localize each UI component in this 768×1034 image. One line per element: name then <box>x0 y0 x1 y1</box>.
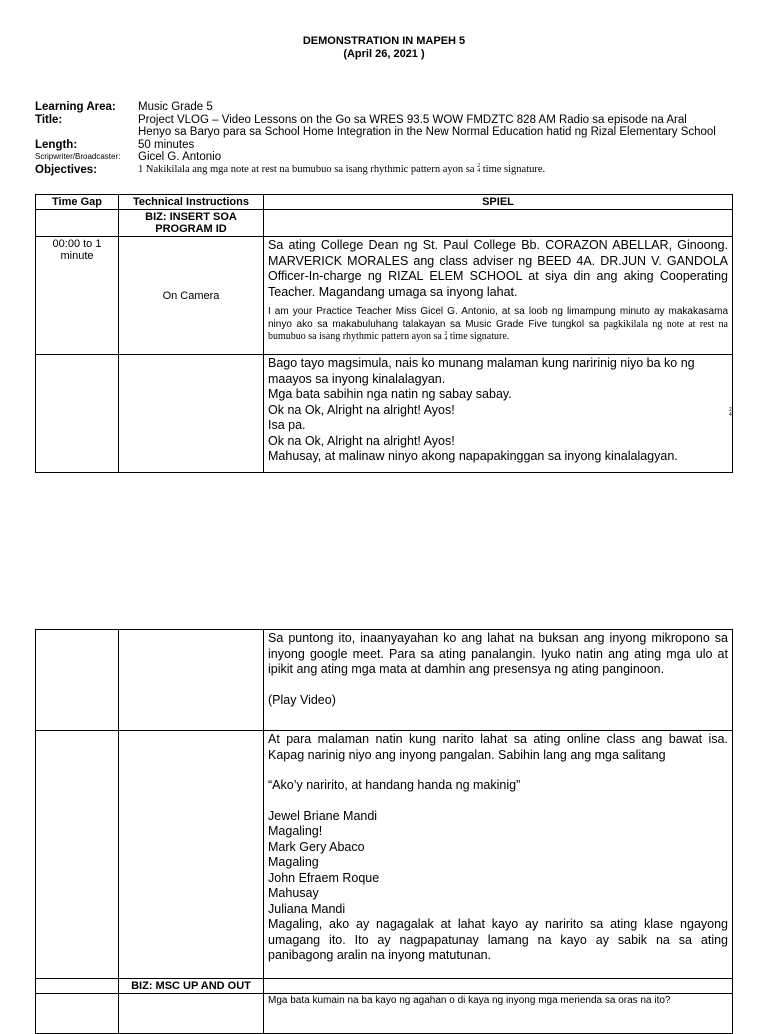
objectives-text-end: time signature. <box>482 163 546 175</box>
time-signature-fraction: 2 4 <box>477 163 481 175</box>
table-row <box>36 355 733 473</box>
spiel-introduction: I am your Practice Teacher Miss Gicel G. Antonio, at sa loob ng limampung minuto ay makakasama ninyo ako sa makabuluhang talakayan sa Music Grade Five tungkol sa pagkikilala ng note at rest na bumubuo sa isang rhythmic pattern ayon sa 2 4 time signature. <box>268 306 728 342</box>
scriptwriter-label: Scripwriter/Broadcaster: <box>35 152 121 161</box>
learning-area-value: Music Grade 5 <box>138 101 213 113</box>
lesson-info <box>35 101 735 176</box>
spiel-attendance-quote: “Ako’y naririto, at handang handa ng makinig” <box>268 778 521 792</box>
table-header-row <box>36 195 733 210</box>
header-time-gap: Time Gap <box>36 195 119 210</box>
objectives-text: 1 Nakikilala ang mga note at rest na bumubuo sa isang rhythmic pattern ayon sa <box>138 163 475 175</box>
spiel-prayer: Sa puntong ito, inaanyayahan ko ang lahat na buksan ang inyong mikropono sa inyong google meet. Para sa ating panalangin. Iyuko natin ang ating mga ulo at ipikit ang ating mga mata at damhin ang presensya ng ating panginoon. <box>268 631 728 676</box>
table-row <box>36 237 733 355</box>
list-item: Magaling! <box>268 824 323 838</box>
table-row <box>36 210 733 237</box>
time-gap-cell: 00:00 to 1 minute <box>36 237 119 355</box>
spiel-play-video: (Play Video) <box>268 692 336 707</box>
objectives-value <box>138 164 735 177</box>
header-technical-instructions: Technical Instructions <box>119 195 264 210</box>
spiel-cell <box>264 630 733 731</box>
list-item: Jewel Briane Mandi <box>268 808 378 823</box>
margin-fraction-mark: 2 4 <box>729 407 732 418</box>
length-row <box>35 139 735 152</box>
spiel-attendance-closing: Magaling, ako ay nagagalak at lahat kayo ay naririto sa ating klase ngayong umagang ito. Ito ay nagpapatunay lamang na kayo ay sabik na sa ating panibagong aralin na inyong matutunan. <box>268 917 728 962</box>
title-row <box>35 114 735 139</box>
document-date: (April 26, 2021 ) <box>343 48 425 60</box>
length-value: 50 minutes <box>138 138 195 151</box>
script-table-1 <box>35 194 733 473</box>
list-item: Mark Gery Abaco <box>268 839 365 854</box>
learning-area-row <box>35 101 735 114</box>
list-item: Mahusay <box>268 886 319 900</box>
biz-msc-up-and-out: BIZ: MSC UP AND OUT <box>119 979 264 994</box>
scriptwriter-row <box>35 151 735 164</box>
objectives-label: Objectives: <box>35 163 97 176</box>
title-label: Title: <box>35 113 63 126</box>
time-signature-fraction: 2 4 <box>444 330 448 342</box>
scriptwriter-value: Gicel G. Antonio <box>138 151 222 163</box>
spiel-cell <box>264 237 733 355</box>
title-line-2: Henyo sa Baryo para sa School Home Integration in the New Normal Education hatid ng Rizal Elementary School <box>138 126 716 138</box>
learning-area-label: Learning Area: <box>35 101 116 113</box>
attendance-names <box>268 809 728 918</box>
title-line-1: Project VLOG – Video Lessons on the Go sa WRES 93.5 WOW FMDZTC 828 AM Radio sa episode na Aral <box>138 113 687 126</box>
list-item: John Efraem Roque <box>268 870 380 885</box>
spiel-attendance-intro: At para malaman natin kung narito lahat sa ating online class ang bawat isa. Kapag narinig niyo ang inyong pangalan. Sabihin lang ang mga salitang <box>268 732 728 762</box>
list-item: Juliana Mandi <box>268 901 346 916</box>
spiel-greeting: Sa ating College Dean ng St. Paul College Bb. CORAZON ABELLAR, Ginoong. MARVERICK MORALES ang class adviser ng BEED 4A. DR.JUN V. GANDOLA Officer-In-charge ng RIZAL ELEM SCHOOL at siya din ang aking Cooperating Teacher. Magandang umaga sa inyong lahat. <box>268 238 728 299</box>
title-value <box>138 114 735 139</box>
script-table-2 <box>35 629 733 1034</box>
spiel-cell: Mga bata kumain na ba kayo ng agahan o di kaya ng inyong mga merienda sa oras na ito? <box>264 994 733 1034</box>
table-row <box>36 731 733 979</box>
spiel-cell: Bago tayo magsimula, nais ko munang malaman kung naririnig niyo ba ko ng maayos sa inyong kinalalagyan. Mga bata sabihin nga natin ng sabay sabay. Ok na Ok, Alright na alright! Ayos! Isa pa. Ok na Ok, Alright na alright! Ayos! Mahusay, at malinaw ninyo akong napapakinggan sa inyong kinalalagyan. <box>264 355 733 473</box>
document-header <box>0 35 768 61</box>
table-row <box>36 979 733 994</box>
list-item: Magaling <box>268 855 319 869</box>
length-label: Length: <box>35 138 78 151</box>
spiel-cell <box>264 731 733 979</box>
table-row <box>36 994 733 1034</box>
technical-instruction-cell: On Camera <box>119 237 264 355</box>
biz-insert-soa: BIZ: INSERT SOA PROGRAM ID <box>119 210 264 237</box>
objectives-row <box>35 164 735 177</box>
header-spiel: SPIEL <box>264 195 733 210</box>
document-title: DEMONSTRATION IN MAPEH 5 <box>302 35 466 47</box>
table-row <box>36 630 733 731</box>
